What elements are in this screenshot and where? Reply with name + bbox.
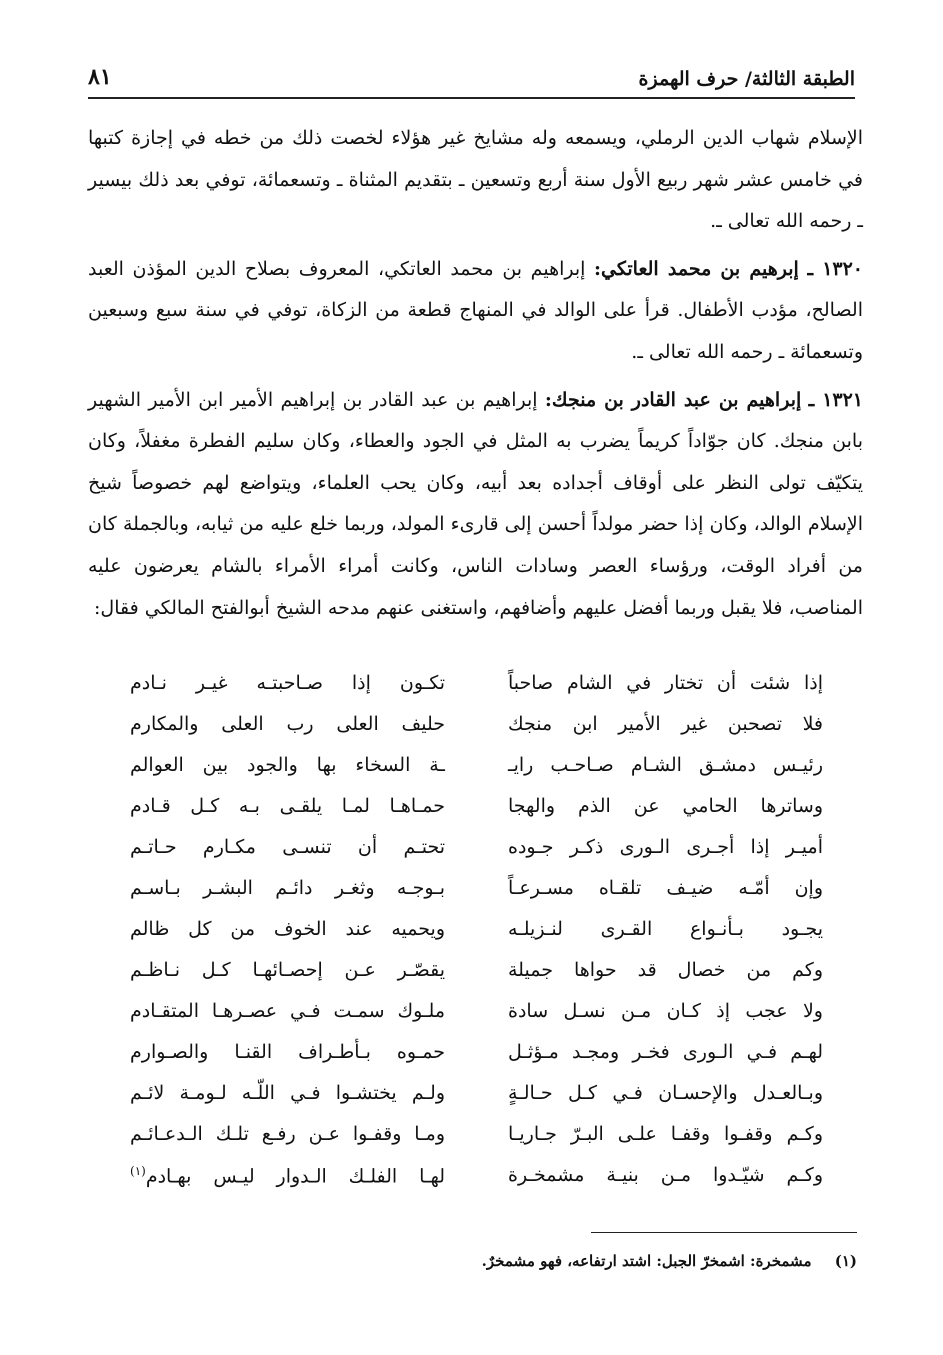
entry-number: ١٣٢١ ـ	[808, 388, 864, 411]
verse-first-hemistich: فلا تصحبن غير الأمير ابن منجك	[508, 713, 823, 735]
footnote-marker: (١)	[834, 1252, 857, 1270]
verse-first-hemistich: لهـم فـي الـورى فخـر ومجـد مـؤثـل	[508, 1041, 823, 1063]
footnote-rule	[591, 1232, 857, 1233]
main-text	[88, 118, 863, 629]
verse-first-hemistich: وإن أمّـه ضيـف تلقـاه مسـرعـاً	[508, 877, 823, 899]
running-title: الطبقة الثالثة/ حرف الهمزة	[638, 68, 855, 90]
paragraph-continuation	[88, 118, 863, 243]
paragraph-text: الإسلام شهاب الدين الرملي، ويسمعه وله مشايخ غير هؤلاء لخصت ذلك من خطه في إجازة كتبها في خامس عشر شهر ربيع الأول سنة أربع وتسعين ـ بتقديم المثناة ـ وتسعمائة، توفي بعد ذلك بيسير ـ رحمه الله تعالى ـ.	[88, 127, 863, 233]
verse-first-hemistich: يجـود بـأنـواع القـرى لنـزيلـه	[508, 918, 823, 940]
verse-first-hemistich: وكـم وقفـوا وقفـا علـى البـرّ جـاريـا	[508, 1123, 823, 1145]
entry-text: إبراهيم بن محمد العاتكي، المعروف بصلاح الدين المؤذن العبد الصالح، مؤدب الأطفال. قرأ على الوالد في المنهاج قطعة من الزكاة، توفي في سنة سبع وسبعين وتسعمائة ـ رحمه الله تعالى ـ.	[88, 257, 863, 363]
verse-second-hemistich: تكـون إذا صـاحبتـه غيـر نـادم	[130, 672, 445, 694]
poem-verse	[130, 713, 823, 753]
entry-1321	[88, 380, 863, 630]
poem-verse	[130, 836, 823, 876]
verse-second-hemistich: ويحميه عند الخوف من كل ظالم	[130, 918, 445, 940]
poem-verse	[130, 672, 823, 712]
verse-second-hemistich: ملـوك سمـت فـي عصـرهـا المتقـادم	[130, 1000, 445, 1022]
poem-verse	[130, 1123, 823, 1163]
poem-verse	[130, 1082, 823, 1122]
verse-second-hemistich: حليف العلى رب العلى والمكارم	[130, 713, 445, 735]
poem-verse	[130, 1000, 823, 1040]
verse-first-hemistich: وكم من خصال قد حواها جميلة	[508, 959, 823, 981]
poem-verse	[130, 877, 823, 917]
entry-text: إبراهيم بن عبد القادر بن إبراهيم الأمير ابن الأمير الشهير بابن منجك. كان جوّاداً كريماً يضرب به المثل في الجود والعطاء، وكان سليم الفطرة مغفلاً، وكان يتكيّف تولى النظر على أوقاف أجداده بعد أبيه، وكان يحب العلماء، ويتواضع لهم خصوصاً شيخ الإسلام الوالد، وكان إذا حضر مولداً أحسن إلى قارىء المولد، وربما خلع عليه من ثيابه، وبالجملة كان من أفراد الوقت، ورؤساء العصر وسادات الناس، وكانت أمراء الأمراء بالشام يعرضون عليه المناصب، فلا يقبل وربما أفضل عليهم وأضافهم، واستغنى عنهم مدحه الشيخ أبوالفتح المالكي فقال:	[88, 388, 863, 619]
hemistich-text: لهـا الفلـك الـدوار ليـس بهـادم	[145, 1165, 445, 1188]
poem-verse	[130, 918, 823, 958]
poem	[130, 672, 823, 1212]
footnote	[88, 1252, 857, 1270]
verse-second-hemistich: ولـم يختشـوا فـي اللّـه لـومـة لائـم	[130, 1082, 445, 1104]
verse-first-hemistich: إذا شئت أن تختار في الشام صاحباً	[508, 672, 823, 694]
poem-verse	[130, 795, 823, 835]
footnote-reference: (١)	[130, 1164, 146, 1178]
poem-verse	[130, 959, 823, 999]
header-rule	[88, 97, 855, 99]
verse-first-hemistich: وكـم شيّـدوا مـن بنيـة مشمخـرة	[508, 1164, 823, 1186]
poem-verse	[130, 1041, 823, 1081]
page-header	[88, 64, 855, 98]
page-number: ٨١	[88, 64, 112, 90]
verse-second-hemistich: حمـاهـا لمـا يلقـى بـه كـل قـادم	[130, 795, 445, 817]
verse-first-hemistich: رئيـس دمشـق الشـام صـاحـب رايـ	[508, 754, 823, 776]
footnote-text: مشمخرة: اشمخرّ الجبل: اشتد ارتفاعه، فهو مشمخرٌ.	[481, 1252, 812, 1270]
poem-verse	[130, 754, 823, 794]
verse-first-hemistich: أميـر إذا أجـرى الـورى ذكـر جـوده	[508, 836, 823, 858]
entry-name: إبرهيم بن محمد العاتكي:	[594, 257, 799, 280]
verse-second-hemistich: ومـا وقفـوا عـن رفـع تلـك الـدعـائـم	[130, 1123, 445, 1145]
verse-second-hemistich: يقصّـر عـن إحصـائهـا كـل نـاظـم	[130, 959, 445, 981]
verse-second-hemistich: ـة السخاء بها والجود بين العوالم	[130, 754, 445, 776]
verse-first-hemistich: ولا عجب إذ كـان مـن نسـل سادة	[508, 1000, 823, 1022]
verse-second-hemistich: حمـوه بـأطـراف القنـا والصـوارم	[130, 1041, 445, 1063]
verse-first-hemistich: وساترها الحامي عن الذم والهجا	[508, 795, 823, 817]
entry-name: إبراهيم بن عبد القادر بن منجك:	[544, 388, 802, 411]
poem-verse	[130, 1164, 823, 1204]
verse-second-hemistich	[130, 1164, 445, 1187]
verse-first-hemistich: وبـالعـدل والإحسـان فـي كـل حـالـةٍ	[508, 1082, 823, 1104]
verse-second-hemistich: تحتـم أن تنسـى مكـارم حـاتـم	[130, 836, 445, 858]
entry-number: ١٣٢٠ ـ	[807, 257, 864, 280]
entry-1320	[88, 249, 863, 374]
verse-second-hemistich: بـوجـه وثغـر دائـم البشـر بـاسـم	[130, 877, 445, 899]
